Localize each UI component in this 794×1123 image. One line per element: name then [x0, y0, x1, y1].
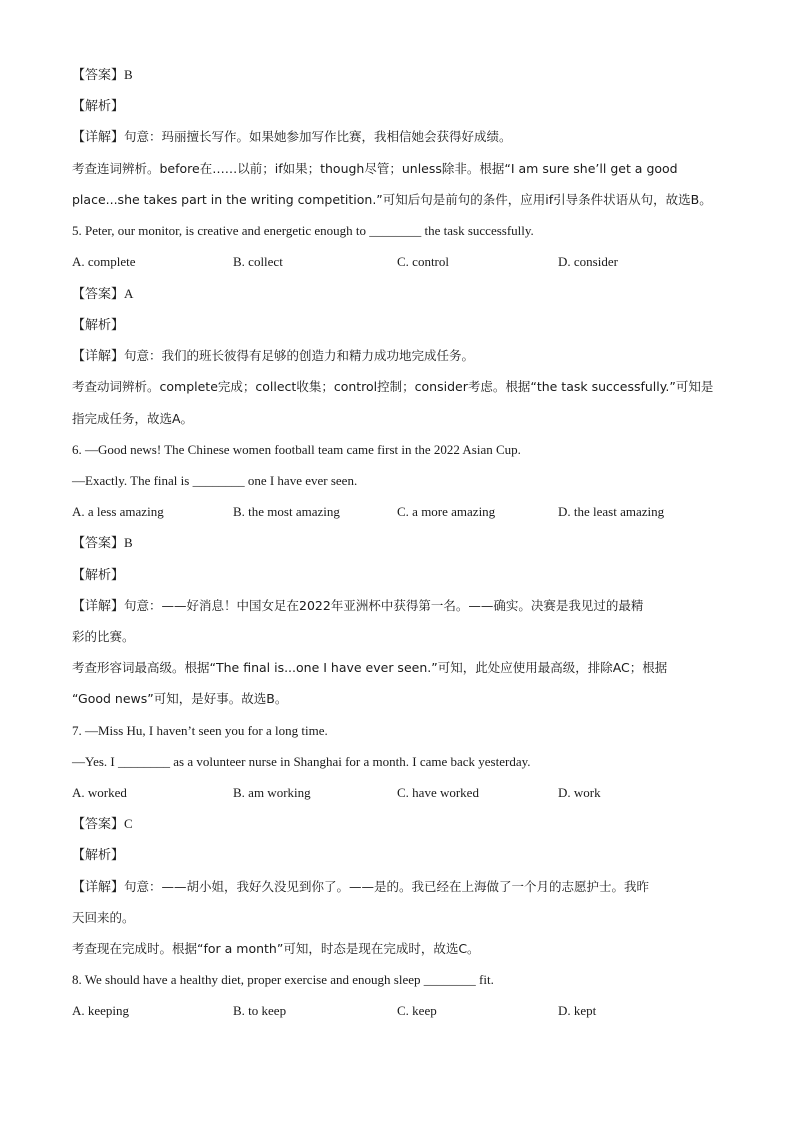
analysis-label: 【解析】: [72, 568, 125, 583]
detail-text: 句意：——好消息！中国女足在2022年亚洲杯中获得第一名。——确实。决赛是我见过的最精: [124, 598, 644, 613]
explain-text: 考查动词辨析。complete完成；collect收集；control控制；consider考虑。根据“the task successfully.”可知是: [72, 379, 714, 394]
explain-line: [72, 940, 724, 958]
question-6-stem: 6. —Good news! The Chinese women football team came first in the 2022 Asian Cup.: [72, 442, 521, 457]
detail-text: 彩的比赛。: [72, 629, 135, 644]
question-stem: [72, 441, 724, 459]
detail-line: [72, 128, 724, 147]
question-stem: [72, 971, 724, 989]
option-b: B. to keep: [233, 1003, 287, 1018]
option-d: D. kept: [558, 1003, 597, 1018]
explain-line: [72, 690, 724, 708]
answer-label: 【答案】: [72, 536, 125, 551]
question-5-stem: 5. Peter, our monitor, is creative and energetic enough to ________ the task successfully.: [72, 223, 534, 238]
analysis-label: 【解析】: [72, 848, 125, 863]
explain-text: place...she takes part in the writing competition.”可知后句是前句的条件，应用if引导条件状语从句，故选B。: [72, 192, 712, 207]
detail-line: [72, 909, 724, 927]
option-a: A. keeping: [72, 1003, 130, 1018]
question-6-stem-reply: —Exactly. The final is ________ one I have ever seen.: [72, 473, 358, 488]
explain-text: 考查形容词最高级。根据“The final is...one I have ever seen.”可知，此处应使用最高级，排除AC；根据: [72, 660, 668, 675]
option-d: D. work: [558, 785, 601, 800]
answer-line: [72, 815, 724, 834]
analysis-line: [72, 316, 724, 335]
answer-value: B: [124, 535, 133, 550]
option-a: A. complete: [72, 254, 136, 269]
detail-label: 【详解】: [72, 599, 125, 614]
option-b: B. collect: [233, 254, 283, 269]
option-a: A. worked: [72, 785, 127, 800]
answer-value: B: [124, 67, 133, 82]
answer-value: A: [124, 286, 134, 301]
question-stem: [72, 722, 724, 740]
explain-line: [72, 191, 724, 209]
detail-label: 【详解】: [72, 349, 125, 364]
option-c: C. have worked: [397, 785, 479, 800]
analysis-line: [72, 846, 724, 865]
option-d: D. the least amazing: [558, 504, 665, 519]
question-stem: [72, 753, 724, 771]
explain-text: 考查连词辨析。before在……以前；if如果；though尽管；unless除非。根据“I am sure she’ll get a good: [72, 161, 678, 176]
option-b: B. the most amazing: [233, 504, 340, 519]
question-7-stem: 7. —Miss Hu, I haven’t seen you for a long time.: [72, 723, 328, 738]
explain-line: [72, 659, 724, 677]
explain-line: [72, 378, 724, 396]
detail-text: 句意：我们的班长彼得有足够的创造力和精力成功地完成任务。: [124, 348, 475, 363]
question-7-stem-reply: —Yes. I ________ as a volunteer nurse in Shanghai for a month. I came back yesterday.: [72, 754, 531, 769]
option-c: C. a more amazing: [397, 504, 496, 519]
detail-label: 【详解】: [72, 880, 125, 895]
option-d: D. consider: [558, 254, 618, 269]
detail-text: 天回来的。: [72, 910, 135, 925]
option-b: B. am working: [233, 785, 311, 800]
analysis-line: [72, 566, 724, 585]
option-a: A. a less amazing: [72, 504, 164, 519]
answer-line: [72, 534, 724, 553]
answer-line: [72, 285, 724, 304]
detail-line: [72, 878, 724, 897]
detail-line: [72, 597, 724, 616]
analysis-label: 【解析】: [72, 99, 125, 114]
detail-text: 句意：——胡小姐，我好久没见到你了。——是的。我已经在上海做了一个月的志愿护士。我昨: [124, 879, 650, 894]
answer-line: [72, 66, 724, 85]
analysis-line: [72, 97, 724, 116]
answer-label: 【答案】: [72, 817, 125, 832]
detail-text: 句意：玛丽擅长写作。如果她参加写作比赛，我相信她会获得好成绩。: [124, 129, 512, 144]
question-8-stem: 8. We should have a healthy diet, proper exercise and enough sleep ________ fit.: [72, 972, 494, 987]
detail-label: 【详解】: [72, 130, 125, 145]
option-c: C. control: [397, 254, 449, 269]
detail-line: [72, 347, 724, 366]
question-stem: [72, 222, 724, 240]
explain-text: 指完成任务，故选A。: [72, 411, 194, 426]
explain-line: [72, 410, 724, 428]
analysis-label: 【解析】: [72, 318, 125, 333]
answer-label: 【答案】: [72, 287, 125, 302]
explain-line: [72, 160, 724, 178]
answer-label: 【答案】: [72, 68, 125, 83]
explain-text: 考查现在完成时。根据“for a month”可知，时态是现在完成时，故选C。: [72, 941, 480, 956]
option-c: C. keep: [397, 1003, 437, 1018]
detail-line: [72, 628, 724, 646]
question-stem: [72, 472, 724, 490]
explain-text: “Good news”可知，是好事。故选B。: [72, 691, 288, 706]
answer-value: C: [124, 816, 133, 831]
